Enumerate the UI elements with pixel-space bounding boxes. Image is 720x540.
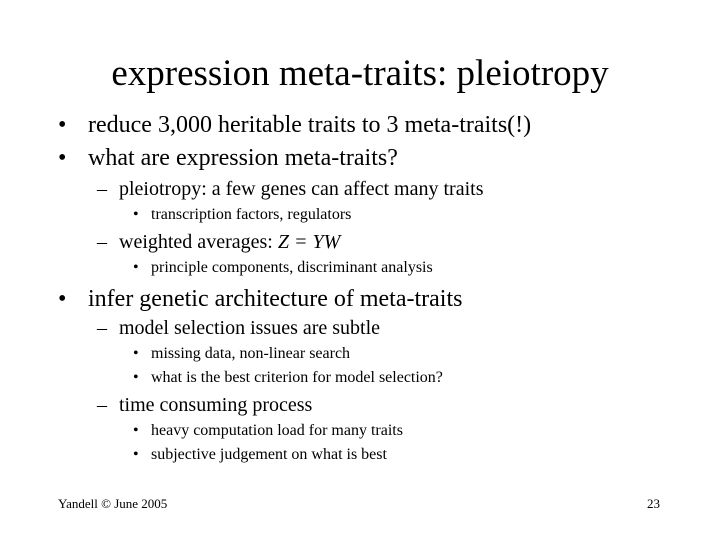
bullet-reduce: reduce 3,000 heritable traits to 3 meta-traits(!) [88,112,532,138]
bullet-infer: infer genetic architecture of meta-traits [88,286,463,312]
bullet-what-are: what are expression meta-traits? [88,145,398,171]
sub-bullet-weighted-averages [119,230,340,254]
footer-author: Yandell © June 2005 [58,496,168,511]
dash-marker: – [97,231,107,253]
sub-sub-bullet-principle-components: principle components, discriminant analysis [151,259,433,276]
dash-marker: – [97,178,107,200]
small-bullet-marker: • [133,345,139,362]
small-bullet-marker: • [133,369,139,386]
page-number: 23 [647,496,660,511]
small-bullet-marker: • [133,422,139,439]
sub-sub-bullet-best-criterion: what is the best criterion for model selection? [151,369,443,386]
dash-marker: – [97,394,107,416]
sub-bullet-time-consuming: time consuming process [119,394,313,416]
bullet-marker: • [58,145,67,171]
sub-bullet-model-selection: model selection issues are subtle [119,317,381,339]
bullet-marker: • [58,112,67,138]
sub-sub-bullet-transcription: transcription factors, regulators [151,206,352,223]
small-bullet-marker: • [133,446,139,463]
sub-bullet-pleiotropy: pleiotropy: a few genes can affect many traits [119,178,484,200]
small-bullet-marker: • [133,206,139,223]
small-bullet-marker: • [133,259,139,276]
equation: Z = YW [277,231,341,253]
sub-sub-bullet-missing-data: missing data, non-linear search [151,345,351,362]
weighted-averages-text: weighted averages: [119,231,278,253]
sub-sub-bullet-heavy-computation: heavy computation load for many traits [151,422,403,439]
dash-marker: – [97,317,107,339]
bullet-marker: • [58,286,67,312]
sub-sub-bullet-subjective-judgement: subjective judgement on what is best [151,446,387,463]
slide-title: expression meta-traits: pleiotropy [111,53,609,94]
